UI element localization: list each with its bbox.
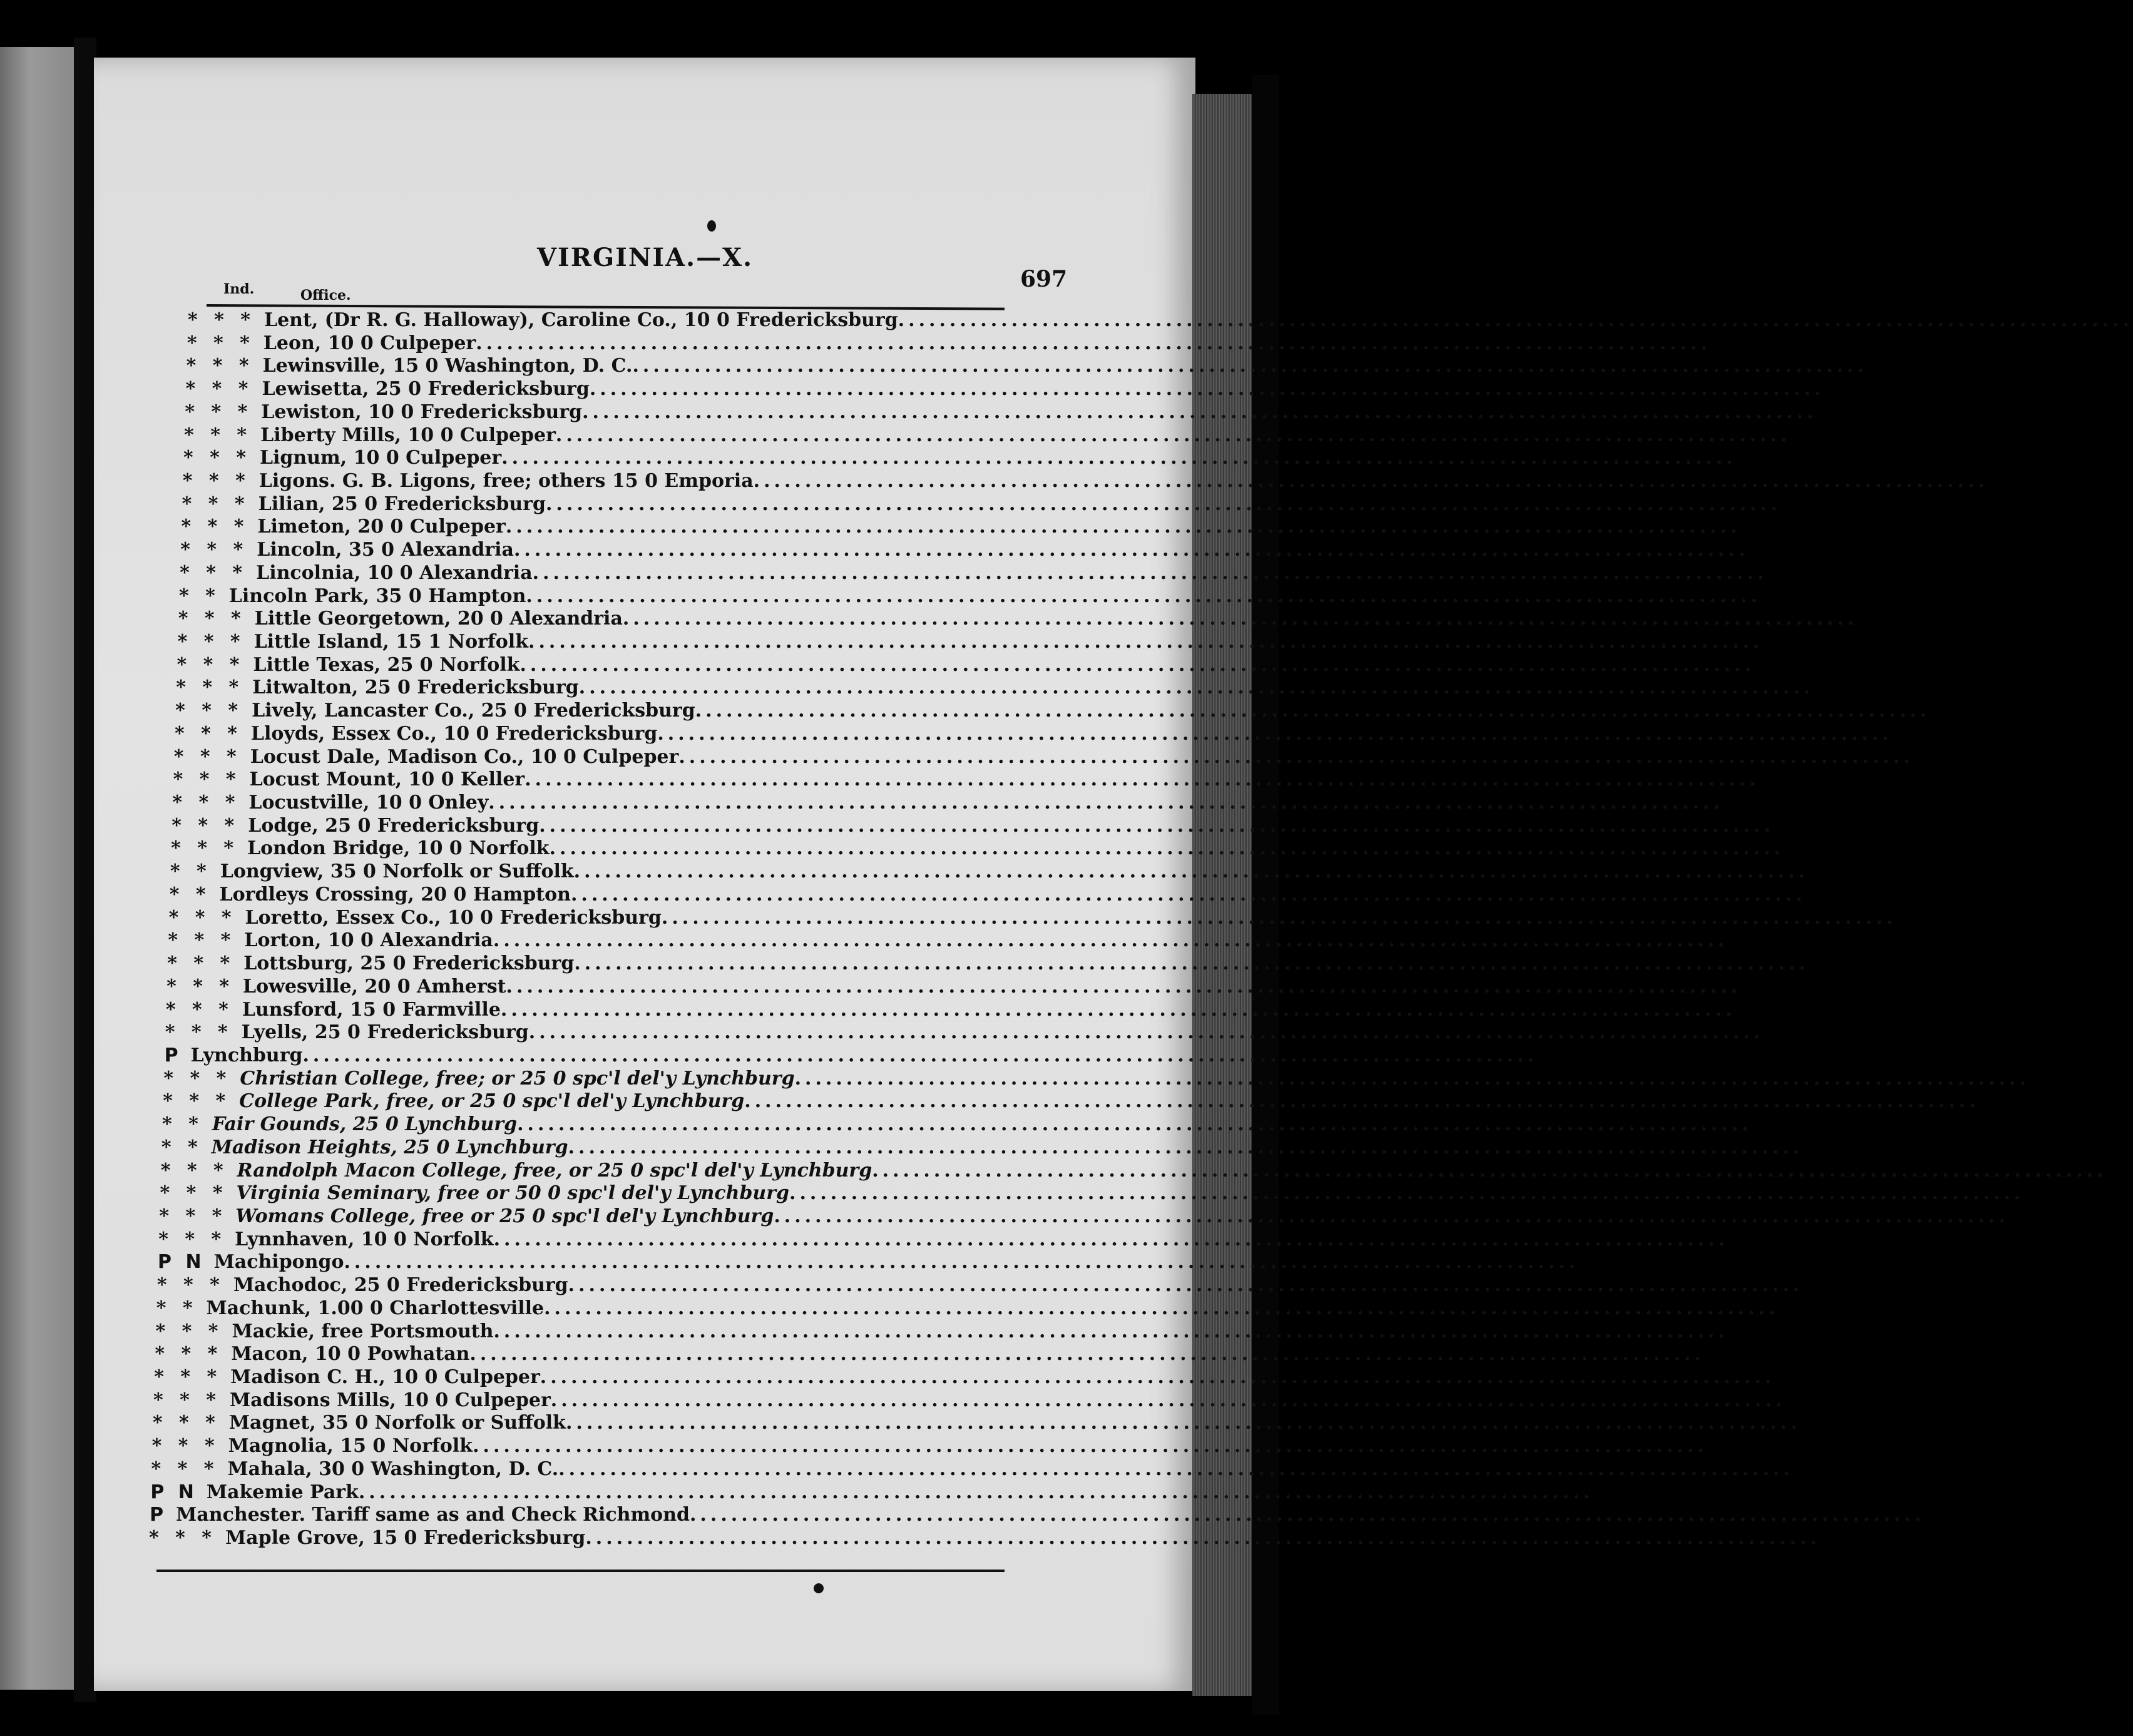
leader-dots: ........................................................................................................................	[488, 792, 1724, 814]
leader-dots: ........................................................................................................................	[540, 1366, 1776, 1388]
indicator-marks: * * *	[173, 745, 242, 768]
list-item	[180, 539, 1749, 561]
office-entry-text: Loretto, Essex Co., 10 0 Fredericksburg	[245, 906, 662, 929]
indicator-marks: * * *	[159, 1205, 227, 1227]
office-entry-text: Machipongo	[213, 1251, 344, 1274]
leader-dots: ........................................................................................................................	[500, 998, 1736, 1021]
indicator-marks: * * *	[153, 1389, 221, 1411]
indicator-marks: * * *	[158, 1228, 227, 1250]
leader-dots: ........................................................................................................................	[744, 1090, 1980, 1113]
list-item	[160, 1182, 2025, 1205]
office-entry-text: Locustville, 10 0 Onley	[248, 792, 489, 814]
office-entry-text: Lottsburg, 25 0 Fredericksburg	[243, 952, 575, 975]
office-entry-text: Lunsford, 15 0 Farmville	[242, 998, 501, 1021]
indicator-marks: * * *	[175, 700, 243, 722]
indicator-marks: * * *	[155, 1320, 223, 1342]
indicator-marks: * * *	[174, 722, 242, 745]
office-entry-text: Lincoln Park, 35 0 Hampton	[228, 585, 526, 607]
list-item	[156, 1297, 1779, 1320]
list-item	[171, 814, 1774, 837]
indicator-marks: * * *	[178, 608, 246, 630]
leader-dots: ........................................................................................................................	[789, 1182, 2025, 1205]
list-item	[161, 1136, 1803, 1159]
list-item	[185, 401, 1818, 424]
list-item	[178, 585, 1761, 608]
indicator-marks: * * *	[167, 952, 235, 975]
list-item	[153, 1389, 1786, 1412]
indicator-marks: * * *	[168, 906, 237, 929]
office-entry-text: Ligons. G. B. Ligons, free; others 15 0 Emporia	[258, 470, 754, 493]
list-item	[150, 1504, 1925, 1526]
leader-dots: ........................................................................................................................	[585, 1527, 1821, 1549]
list-item	[175, 700, 1931, 722]
leader-dots: ........................................................................................................................	[558, 1458, 1794, 1480]
leader-dots: ........................................................................................................................	[524, 768, 1760, 791]
indicator-marks: * * *	[163, 1090, 231, 1113]
indicator-marks: * *	[178, 585, 220, 607]
indicator-marks: * *	[161, 1136, 203, 1158]
list-item	[160, 1159, 2107, 1182]
list-item	[156, 1274, 1803, 1297]
office-entry-text: Fair Gounds, 25 0 Lynchburg	[212, 1113, 518, 1136]
leader-dots: ........................................................................................................................	[578, 677, 1814, 699]
leader-dots: ........................................................................................................................	[582, 401, 1818, 423]
indicator-marks: * * *	[188, 309, 255, 331]
leader-dots: ........................................................................................................................	[678, 745, 1914, 768]
indicator-marks: P N	[150, 1481, 198, 1503]
leader-dots: ........................................................................................................................	[794, 1067, 2030, 1090]
leader-dots: ........................................................................................................................	[568, 1136, 1803, 1158]
indicator-marks: P	[150, 1504, 168, 1526]
indicator-marks: * * *	[160, 1159, 228, 1182]
office-entry-text: Madison C. H., 10 0 Culpeper	[230, 1366, 540, 1388]
leader-dots: ........................................................................................................................	[517, 1113, 1752, 1136]
office-entry-text: Magnet, 35 0 Norfolk or Suffolk	[228, 1412, 566, 1434]
list-item	[168, 929, 1729, 952]
indicator-marks: * * *	[185, 401, 253, 423]
indicator-marks: * * *	[176, 677, 244, 699]
list-item	[158, 1251, 1579, 1274]
list-item	[170, 860, 1809, 883]
leader-dots: ........................................................................................................................	[622, 608, 1858, 630]
indicator-marks: * *	[162, 1113, 203, 1136]
indicator-marks: * * *	[171, 837, 239, 860]
office-entry-text: Lively, Lancaster Co., 25 0 Fredericksburg	[252, 700, 695, 722]
list-item	[176, 653, 1755, 677]
office-entry-text: Leon, 10 0 Culpeper	[263, 332, 476, 354]
leader-dots: ........................................................................................................................	[545, 493, 1781, 515]
list-item	[168, 906, 1897, 929]
office-entry-text: Lynchburg	[190, 1044, 303, 1066]
indicator-marks: * * *	[163, 1067, 232, 1090]
indicator-marks: * * *	[182, 470, 250, 493]
list-item	[171, 837, 1784, 860]
leader-dots: ........................................................................................................................	[898, 309, 2133, 331]
office-entry-text: Lowesville, 20 0 Amherst	[243, 975, 506, 998]
office-entry-text: Little Georgetown, 20 0 Alexandria	[254, 608, 623, 630]
leader-dots: ........................................................................................................................	[506, 975, 1741, 998]
leader-dots: ........................................................................................................................	[358, 1481, 1594, 1503]
leader-dots: ........................................................................................................................	[501, 447, 1737, 469]
leader-dots: ........................................................................................................................	[526, 585, 1761, 607]
leader-dots: ........................................................................................................................	[302, 1044, 1538, 1066]
list-item	[183, 447, 1737, 469]
office-entry-text: College Park, free, or 25 0 spc'l del'y Lynchburg	[239, 1090, 745, 1113]
indicator-marks: * * *	[180, 539, 248, 561]
list-item	[173, 768, 1760, 791]
column-header-office: Office.	[300, 287, 351, 304]
leader-dots: ........................................................................................................................	[774, 1205, 2009, 1227]
indicator-marks: * * *	[172, 792, 240, 814]
list-item	[159, 1205, 2009, 1228]
office-entry-text: Little Texas, 25 0 Norfolk	[253, 653, 520, 676]
list-item	[187, 332, 1711, 355]
office-entry-text: Madison Heights, 25 0 Lynchburg	[211, 1136, 568, 1158]
indicator-marks: * * *	[165, 1021, 233, 1044]
leader-dots: ........................................................................................................................	[344, 1251, 1579, 1274]
office-entry-text: Lloyds, Essex Co., 10 0 Fredericksburg	[250, 722, 658, 745]
list-item	[151, 1458, 1794, 1481]
leader-dots: ........................................................................................................................	[661, 906, 1897, 929]
leader-dots: ........................................................................................................................	[473, 1435, 1708, 1458]
office-entry-text: Womans College, free or 25 0 spc'l del'y Lynchburg	[235, 1205, 774, 1227]
office-entry-text: Litwalton, 25 0 Fredericksburg	[252, 677, 579, 699]
office-entry-text: Madisons Mills, 10 0 Culpeper	[229, 1389, 551, 1411]
list-item	[165, 1021, 1764, 1044]
office-entry-text: Lilian, 25 0 Fredericksburg	[258, 493, 546, 515]
list-item	[152, 1412, 1801, 1434]
list-item	[165, 998, 1736, 1021]
indicator-marks: * * *	[171, 814, 240, 837]
office-entry-text: Lorton, 10 0 Alexandria	[244, 929, 493, 952]
office-entry-text: Macon, 10 0 Powhatan	[231, 1343, 470, 1366]
office-entry-text: Lewinsville, 15 0 Washington, D. C.	[262, 355, 633, 377]
indicator-marks: * * *	[149, 1527, 217, 1549]
list-item	[150, 1481, 1594, 1504]
list-item	[177, 631, 1764, 653]
list-item	[149, 1527, 1821, 1550]
leader-dots: ........................................................................................................................	[493, 1228, 1729, 1250]
list-item	[182, 493, 1781, 516]
leader-dots: ........................................................................................................................	[632, 355, 1868, 377]
leader-dots: ........................................................................................................................	[539, 814, 1774, 837]
list-item	[173, 745, 1914, 768]
office-entry-text: Lent, (Dr R. G. Halloway), Caroline Co., 10 0 Fredericksburg	[263, 309, 898, 331]
list-item	[176, 677, 1814, 699]
leader-dots: ........................................................................................................................	[528, 631, 1764, 653]
list-item	[167, 952, 1809, 975]
leader-dots: ........................................................................................................................	[573, 860, 1809, 883]
leader-dots: ........................................................................................................................	[549, 837, 1784, 860]
indicator-marks: * * *	[151, 1458, 219, 1480]
office-entry-text: Little Island, 15 1 Norfolk	[253, 631, 528, 653]
leader-dots: ........................................................................................................................	[493, 929, 1729, 952]
office-entry-text: Lodge, 25 0 Fredericksburg	[248, 814, 540, 837]
office-entry-text: Lincoln, 35 0 Alexandria	[257, 539, 514, 561]
list-item	[164, 1044, 1538, 1067]
leader-dots: ........................................................................................................................	[589, 378, 1825, 401]
office-entry-text: Makemie Park	[206, 1481, 359, 1503]
indicator-marks: * * *	[182, 493, 250, 515]
office-entry-text: Magnolia, 15 0 Norfolk	[228, 1435, 473, 1458]
indicator-marks: * * *	[186, 355, 254, 377]
indicator-marks: P N	[158, 1251, 205, 1274]
office-entry-text: Lewiston, 10 0 Fredericksburg	[261, 401, 583, 423]
leader-dots: ........................................................................................................................	[657, 722, 1893, 745]
office-entry-text: Locust Mount, 10 0 Keller	[249, 768, 525, 791]
list-item	[163, 1067, 2030, 1090]
office-entry-text: Mahala, 30 0 Washington, D. C.	[227, 1458, 559, 1480]
list-item	[188, 309, 2133, 332]
list-item	[172, 792, 1724, 814]
indicator-marks: * * *	[154, 1366, 222, 1388]
list-item	[151, 1435, 1708, 1458]
indicator-marks: * * *	[160, 1182, 228, 1205]
office-entry-text: Limeton, 20 0 Culpeper	[257, 516, 506, 538]
list-item	[174, 722, 1893, 745]
leader-dots: ........................................................................................................................	[565, 1412, 1801, 1434]
office-entry-text: Christian College, free; or 25 0 spc'l del'y Lynchburg	[240, 1067, 795, 1090]
leader-dots: ........................................................................................................................	[532, 561, 1767, 584]
list-item	[169, 883, 1806, 906]
office-entry-text: Mackie, free Portsmouth	[232, 1320, 494, 1342]
indicator-marks: * * *	[177, 631, 245, 653]
indicator-marks: * * *	[152, 1412, 220, 1434]
indicator-marks: * * *	[183, 447, 251, 469]
list-item	[162, 1113, 1752, 1136]
office-entry-text: London Bridge, 10 0 Norfolk	[247, 837, 550, 860]
leader-dots: ........................................................................................................................	[574, 952, 1809, 975]
indicator-marks: * * *	[176, 653, 245, 676]
office-entry-text: Locust Dale, Madison Co., 10 0 Culpeper	[250, 745, 679, 768]
office-entry-text: Lignum, 10 0 Culpeper	[259, 447, 502, 469]
indicator-marks: * * *	[184, 424, 252, 446]
list-item	[166, 975, 1741, 998]
indicator-marks: * *	[169, 883, 211, 906]
office-entry-text: Lynnhaven, 10 0 Norfolk	[235, 1228, 494, 1250]
list-item	[184, 424, 1791, 447]
indicator-marks: * * *	[181, 516, 249, 538]
office-entry-text: Lewisetta, 25 0 Fredericksburg	[262, 378, 590, 401]
office-entry-text: Liberty Mills, 10 0 Culpeper	[260, 424, 556, 446]
office-entry-text: Longview, 35 0 Norfolk or Suffolk	[220, 860, 574, 883]
indicator-marks: * *	[156, 1297, 198, 1319]
indicator-marks: * *	[170, 860, 212, 883]
office-entry-text: Lincolnia, 10 0 Alexandria	[256, 561, 533, 584]
indicator-marks: * * *	[180, 561, 248, 584]
leader-dots: ........................................................................................................................	[550, 1389, 1786, 1411]
indicator-marks: * * *	[168, 929, 236, 952]
list-item	[163, 1090, 1980, 1113]
page-title: VIRGINIA.—X.	[537, 243, 754, 272]
leader-dots: ........................................................................................................................	[872, 1159, 2107, 1182]
column-header-ind: Ind.	[223, 281, 255, 297]
list-item	[181, 516, 1741, 538]
indicator-marks: * * *	[155, 1343, 223, 1366]
list-item	[185, 378, 1825, 401]
leader-dots: ........................................................................................................................	[519, 653, 1755, 676]
leader-dots: ........................................................................................................................	[555, 424, 1791, 446]
list-item	[155, 1320, 1729, 1343]
office-entry-text: Machodoc, 25 0 Fredericksburg	[233, 1274, 568, 1297]
indicator-marks: P	[164, 1044, 182, 1066]
office-entry-text: Randolph Macon College, free, or 25 0 spc'l del'y Lynchburg	[237, 1159, 872, 1182]
list-item	[182, 470, 1988, 493]
list-item	[155, 1343, 1705, 1366]
leader-dots: ........................................................................................................................	[570, 883, 1806, 906]
office-entry-text: Virginia Seminary, free or 50 0 spc'l del'y Lynchburg	[236, 1182, 790, 1205]
leader-dots: ........................................................................................................................	[505, 516, 1741, 538]
list-item	[158, 1228, 1729, 1251]
office-entry-text: Lordleys Crossing, 20 0 Hampton	[219, 883, 571, 906]
office-entry-text: Manchester. Tariff same as and Check Richmond	[176, 1504, 690, 1526]
office-entry-text: Machunk, 1.00 0 Charlottesville	[206, 1297, 545, 1319]
list-item	[178, 608, 1858, 630]
indicator-marks: * * *	[156, 1274, 225, 1297]
office-entry-text: Lyells, 25 0 Fredericksburg	[241, 1021, 529, 1044]
leader-dots: ........................................................................................................................	[568, 1274, 1803, 1297]
list-item	[186, 355, 1868, 377]
list-item	[180, 561, 1767, 585]
page-number: 697	[1020, 266, 1068, 292]
leader-dots: ........................................................................................................................	[493, 1320, 1729, 1342]
indicator-marks: * * *	[173, 768, 241, 791]
office-entry-text: Maple Grove, 15 0 Fredericksburg	[225, 1527, 586, 1549]
indicator-marks: * * *	[185, 378, 253, 401]
leader-dots: ........................................................................................................................	[513, 539, 1749, 561]
leader-dots: ........................................................................................................................	[469, 1343, 1705, 1366]
leader-dots: ........................................................................................................................	[528, 1021, 1764, 1044]
footer-rule	[156, 1570, 1005, 1572]
leader-dots: ........................................................................................................................	[689, 1504, 1925, 1526]
list-item	[154, 1366, 1776, 1389]
leader-dots: ........................................................................................................................	[544, 1297, 1779, 1319]
leader-dots: ........................................................................................................................	[476, 332, 1711, 354]
indicator-marks: * * *	[151, 1435, 220, 1458]
leader-dots: ........................................................................................................................	[695, 700, 1931, 722]
indicator-marks: * * *	[187, 332, 255, 354]
indicator-marks: * * *	[165, 998, 233, 1021]
leader-dots: ........................................................................................................................	[753, 470, 1988, 493]
indicator-marks: * * *	[166, 975, 235, 998]
